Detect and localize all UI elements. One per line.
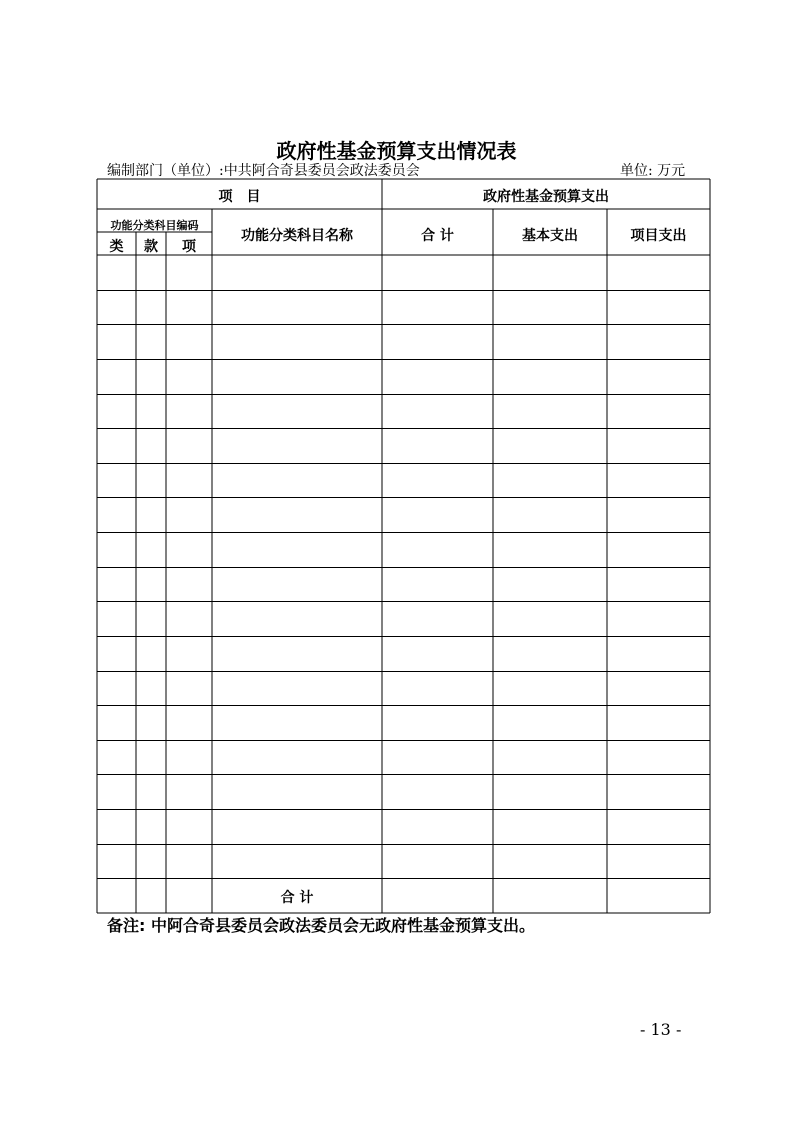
header-fund-expenditure: 政府性基金预算支出 bbox=[483, 189, 609, 205]
header-lei: 类 bbox=[109, 239, 124, 255]
header-basic-expenditure: 基本支出 bbox=[522, 228, 578, 244]
header-project: 项 目 bbox=[218, 189, 261, 205]
page-title: 政府性基金预算支出情况表 bbox=[276, 139, 517, 163]
header-function-name: 功能分类科目名称 bbox=[241, 228, 353, 244]
unit-label: 单位: 万元 bbox=[620, 163, 686, 179]
page-number: - 13 - bbox=[640, 1020, 682, 1039]
header-kuan: 款 bbox=[144, 239, 158, 255]
header-project-expenditure: 项目支出 bbox=[630, 228, 687, 244]
footnote: 备注: 中阿合奇县委员会政法委员会无政府性基金预算支出。 bbox=[107, 916, 535, 935]
footer-total-label: 合 计 bbox=[280, 890, 314, 906]
header-total: 合 计 bbox=[421, 228, 454, 244]
header-function-code: 功能分类科目编码 bbox=[110, 219, 199, 232]
header-xiang: 项 bbox=[182, 239, 196, 255]
prepared-by: 编制部门（单位）:中共阿合奇县委员会政法委员会 bbox=[107, 163, 420, 179]
